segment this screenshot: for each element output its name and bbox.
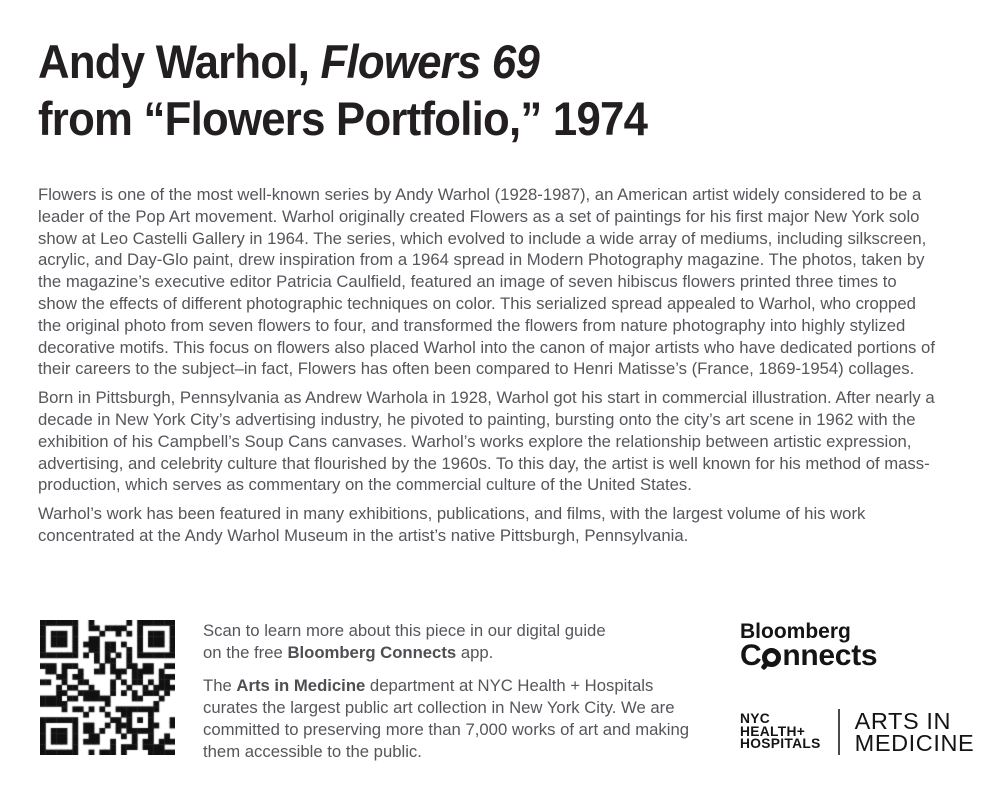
- nyc-health-hospitals-logo: NYC HEALTH+ HOSPITALS: [740, 711, 821, 752]
- paragraph-museum-note: Warhol’s work has been featured in many exhibitions, publications, and films, with the largest volume of his work concentrated at the Andy Warhol Museum in the artist’s native Pittsburgh, Pennsylvania.: [38, 504, 866, 545]
- bloomberg-wordmark: Bloomberg: [740, 620, 851, 643]
- arts-in-medicine-mention: Arts in Medicine: [236, 676, 366, 695]
- title-line-2: from “Flowers Portfolio,” 1974: [38, 92, 648, 145]
- bloomberg-connects-mention: Bloomberg Connects: [287, 643, 457, 662]
- divider: [838, 709, 840, 755]
- scan-instruction: Scan to learn more about this piece in our digital guide on the free Bloomberg Connects app.: [203, 621, 606, 662]
- qr-code: [40, 620, 175, 755]
- body-copy: [38, 184, 940, 554]
- arts-in-medicine-description: The Arts in Medicine department at NYC Health + Hospitals curates the largest public art collection in New York City. We are committed to preserving more than 7,000 works of art and making them accessible to the public.: [203, 676, 690, 761]
- footer-text: [203, 620, 708, 774]
- title-line-1: Andy Warhol, Flowers 69: [38, 35, 540, 88]
- nyc-health-arts-lockup: [740, 709, 974, 755]
- bloomberg-connects-logo: [740, 621, 877, 670]
- arts-in-medicine-logo: ARTS IN MEDICINE: [854, 707, 975, 756]
- paragraph-series-history: Flowers is one of the most well-known series by Andy Warhol (1928-1987), an American artist widely considered to be a leader of the Pop Art movement. Warhol originally created Flowers as a set of paintings for his first major New York solo show at Leo Castelli Gallery in 1964. The series, which evolved to include a wide array of mediums, including silkscreen, acrylic, and Day-Glo paint, drew inspiration from a 1964 spread in Modern Photography magazine. The photos, taken by the magazine’s executive editor Patricia Caulfield, featured an image of seven hibiscus flowers printed three times to show the effects of different photographic techniques on color. This serialized spread appealed to Warhol, who cropped the original photo from seven flowers to four, and transformed the flowers from nature photography into highly stylized decorative motifs. This focus on flowers also placed Warhol into the canon of major artists who have dedicated portions of their careers to the subject–in fact, Flowers has often been compared to Henri Matisse’s (France, 1869-1954) collages.: [38, 185, 935, 379]
- page-title: [38, 33, 693, 147]
- connects-wordmark: C nnects: [740, 639, 878, 672]
- paragraph-artist-bio: Born in Pittsburgh, Pennsylvania as Andrew Warhola in 1928, Warhol got his start in commercial illustration. After nearly a decade in New York City’s advertising industry, he pivoted to painting, bursting onto the city’s art scene in 1962 with the exhibition of his Campbell’s Soup Cans canvases. Warhol’s works explore the relationship between artistic expression, advertising, and celebrity culture that flourished by the 1960s. To this day, the artist is well known for his method of mass-production, which serves as commentary on the commercial culture of the United States.: [38, 388, 935, 495]
- magnifier-icon: [762, 648, 781, 667]
- artwork-title-italic: Flowers 69: [320, 35, 540, 88]
